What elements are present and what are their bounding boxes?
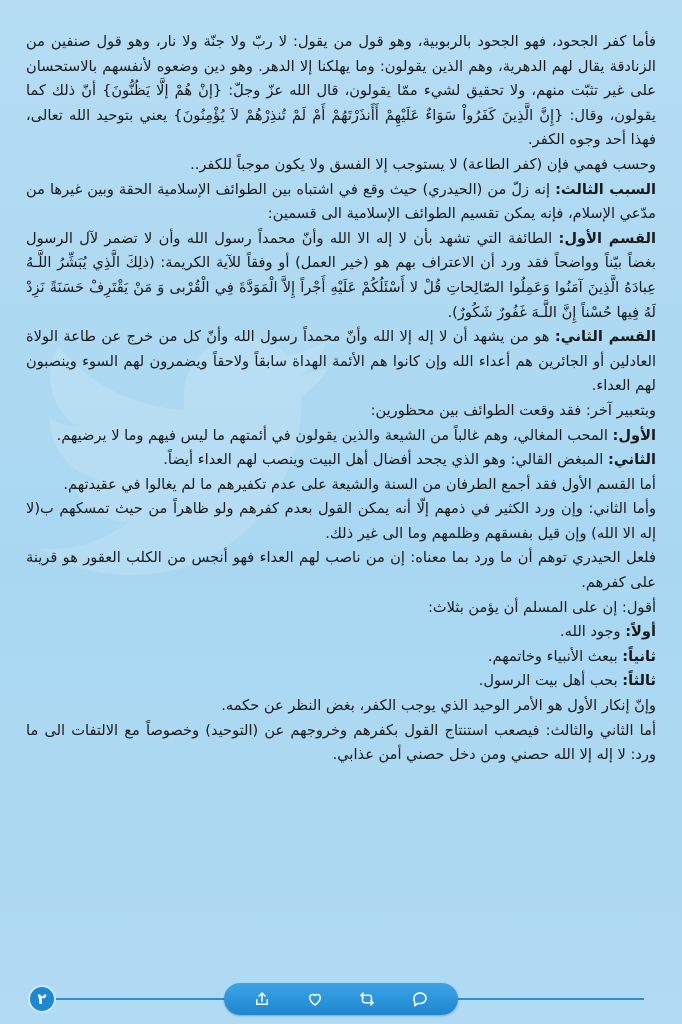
paragraph: وإنّ إنكار الأول هو الأمر الوحيد الذي يوجب الكفر، بغض النظر عن حكمه. [221, 697, 656, 715]
retweet-icon[interactable] [356, 988, 378, 1010]
paragraph: أما القسم الأول فقد أجمع الطرفان من السنة والشيعة على عدم تكفيرهم ما لم يغالوا في عقيدتهم. [63, 475, 656, 493]
paragraph: السبب الثالث: إنه زلّ من (الحيدري) حيث وقع في اشتباه بين الطوائف الإسلامية الحقة وبين غيرها من مدّعي الإسلام، فإنه يمكن تقسيم الطوائف الإسلامية الى قسمين: [26, 180, 656, 223]
paragraph: القسم الثاني: هو من يشهد أن لا إله إلا الله وأنّ محمداً رسول الله وأنّ كل من خرج عن طاعة الولاة العادلين أو الجائرين هم أعداء الله وإن كانوا هم الأئمة الهداة سابقاً ولاحقاً ويضمرون لهم السوء وينصبون لهم العداء. [26, 328, 656, 395]
tweet-actions-bar [224, 983, 458, 1015]
paragraph: ثالثاً: بحب أهل بيت الرسول. [478, 672, 656, 690]
paragraph: فأما كفر الجحود، فهو الجحود بالربوبية، وهو قول من يقول: لا ربّ ولا جنّة ولا نار، وهو قول صنفين من الزنادقة يقال لهم الدهرية، وهم الذين يقولون: وما يهلكنا إلا الدهر. وهو دين وضعوه لأنفسهم بالاستحسان على غير تثبّت منهم، ولا تحقيق لشيء ممّا يقولون، قال الله عزّ وجلّ: {إنْ هُمْ إلَّا يَظُنُّونَ} أنّ ذلك كما يقولون، وقال: {إِنَّ الَّذِينَ كَفَرُواْ سَوَاءٌ عَلَيْهِمْ أَأَنذَرْتَهُمْ أَمْ لَمْ تُنذِرْهُمْ لاَ يُؤْمِنُونَ} يعني بتوحيد الله تعالى، فهذا أحد وجوه الكفر. [26, 33, 656, 149]
paragraph: وبتعبير آخر: فقد وقعت الطوائف بين محظورين: [370, 401, 656, 419]
share-icon[interactable] [251, 988, 273, 1010]
paragraph: الأول: المحب المغالي، وهم غالباً من الشيعة والذين يقولون في أئمتهم ما ليس فيهم وما لا يرضيهم. [56, 426, 656, 444]
page-number-badge: ٢ [28, 985, 56, 1013]
reply-icon[interactable] [409, 988, 431, 1010]
paragraph: الثاني: المبغض القالي: وهو الذي يجحد أفضال أهل البيت وينصب لهم العداء أيضاً. [163, 451, 656, 469]
like-heart-icon[interactable] [304, 988, 326, 1010]
paragraph: أما الثاني والثالث: فيصعب استنتاج القول بكفرهم وخروجهم عن (التوحيد) وخصوصاً مع الالتفات الى ما ورد: لا إله إلا الله حصني ومن دخل حصني أمن عذابي. [26, 721, 656, 764]
article-body [26, 30, 656, 768]
paragraph: أقول: إن على المسلم أن يؤمن بثلاث: [427, 598, 656, 616]
paragraph: ثانياً: ببعث الأنبياء وخاتمهم. [487, 647, 656, 665]
paragraph: فلعل الحيدري توهم أن ما ورد بما معناه: إن من ناصب لهم العداء فهو أنجس من الكلب العقور هو قرينة على كفرهم. [26, 549, 656, 592]
paragraph: وأما الثاني: وإن ورد الكثير في ذمهم إلّا أنه يمكن القول بعدم كفرهم ولو ظاهراً من حيث تمسكهم ب(لا إله الا الله) وإن قيل بفسقهم وظلمهم وما الى غير ذلك. [26, 500, 656, 542]
paragraph: وحسب فهمي فإن (كفر الطاعة) لا يستوجب إلا الفسق ولا يكون موجباً للكفر.. [190, 155, 656, 173]
paragraph: القسم الأول: الطائفة التي تشهد بأن لا إله الا الله وأنّ محمداً رسول الله وأن لا تضمر لآل الرسول بغضاً بيّناً وواضحاً فقد ورد أن الاعتراف بهم هو (خير العمل) أو وفقاً للآية الكريمة: (ذلِكَ الَّذِي يُبَشِّرُ اللَّـهُ عِبادَهُ الَّذِينَ آمَنُوا وَعَمِلُوا الصّالِحاتِ قُلْ لا أَسْئَلُكُمْ عَلَيْهِ أَجْراً إِلاَّ الْمَوَدَّةَ فِي الْقُرْبى وَ مَنْ يَقْتَرِفْ حَسَنَةً نَزِدْ لَهُ فِيها حُسْناً إِنَّ اللَّـهَ غَفُورٌ شَكُورٌ). [26, 229, 656, 321]
paragraph: أولاً: وجود الله. [560, 623, 656, 641]
